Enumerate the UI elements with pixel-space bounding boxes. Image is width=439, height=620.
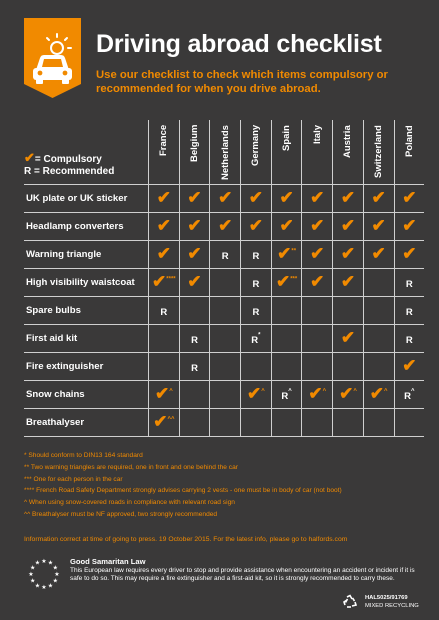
- compulsory-tick-icon: ✔: [310, 188, 325, 207]
- status-cell: [241, 241, 272, 269]
- country-austria: Austria: [333, 120, 364, 185]
- status-cell: [271, 325, 302, 353]
- compulsory-tick-icon: ✔: [187, 244, 202, 263]
- checklist-body: [24, 185, 424, 437]
- country-belgium: Belgium: [179, 120, 210, 185]
- footnote-marker: ^: [353, 388, 357, 395]
- compulsory-tick-icon: ✔: [340, 216, 356, 235]
- recommended-mark: R: [252, 306, 260, 318]
- status-cell: [271, 213, 302, 241]
- status-cell: [210, 381, 241, 409]
- compulsory-tick-icon: ✔: [152, 272, 167, 291]
- checklist-row: [24, 381, 424, 409]
- status-cell: [179, 269, 210, 297]
- legend: [24, 152, 114, 178]
- compulsory-tick-icon: ✔: [156, 244, 171, 263]
- footnote-marker: ^^: [167, 416, 175, 423]
- status-cell: [363, 241, 394, 269]
- recycle-icon: [342, 594, 358, 610]
- status-cell: [333, 269, 364, 297]
- footnotes: [24, 450, 342, 521]
- country-poland: Poland: [394, 120, 424, 185]
- status-cell: [271, 297, 302, 325]
- eu-star: ★: [47, 582, 54, 590]
- status-cell: [333, 409, 364, 437]
- compulsory-tick-icon: ✔: [275, 272, 291, 291]
- status-cell: [179, 353, 210, 381]
- country-germany: Germany: [241, 120, 272, 185]
- status-cell: [271, 353, 302, 381]
- status-cell: [363, 185, 394, 213]
- recommended-mark: R: [191, 334, 198, 346]
- eu-star: ★: [34, 559, 41, 567]
- status-cell: [241, 409, 272, 437]
- status-cell: [363, 381, 394, 409]
- footnote-marker: ^: [261, 388, 265, 395]
- country-france: France: [149, 120, 180, 185]
- eu-star: ★: [47, 559, 54, 567]
- footnote-marker: *: [258, 332, 261, 339]
- status-cell: [271, 381, 302, 409]
- recommended-mark: R: [251, 334, 259, 346]
- status-cell: [210, 213, 241, 241]
- status-cell: [241, 353, 272, 381]
- eu-star: ★: [30, 564, 36, 572]
- compulsory-tick-icon: ✔: [402, 356, 417, 375]
- checklist-row: [24, 185, 424, 213]
- eu-star: ★: [30, 577, 36, 585]
- compulsory-tick-icon: ✔: [340, 328, 356, 347]
- eu-star: ★: [54, 571, 60, 578]
- compulsory-tick-icon: ✔: [156, 216, 171, 235]
- item-label: High visibility waistcoat: [24, 269, 149, 297]
- status-cell: [149, 297, 180, 325]
- recommended-mark: R: [252, 278, 260, 290]
- status-cell: [394, 213, 424, 241]
- status-cell: [363, 213, 394, 241]
- page-subtitle: Use our checklist to check which items compulsory or recommended for when you drive abroad.: [96, 69, 388, 95]
- status-cell: [302, 353, 333, 381]
- status-cell: [210, 409, 241, 437]
- status-cell: [394, 269, 424, 297]
- compulsory-tick-icon: ✔: [371, 244, 386, 263]
- compulsory-tick-icon: ✔: [277, 244, 292, 263]
- compulsory-tick-icon: ✔: [340, 188, 356, 207]
- print-reference: [365, 594, 419, 610]
- good-samaritan-text: This European law requires every driver to stop and provide assistance when encountering an accident or incident if it is safe to do so. This may require a fire extinguisher and a first-aid kit, so it is strongly recommended to carry these.: [70, 567, 415, 583]
- status-cell: [241, 325, 272, 353]
- compulsory-tick-icon: ✔: [310, 272, 325, 291]
- item-label: UK plate or UK sticker: [24, 185, 149, 213]
- status-cell: [271, 185, 302, 213]
- country-netherlands: Netherlands: [210, 120, 241, 185]
- compulsory-tick-icon: ✔: [402, 188, 417, 207]
- legend-compulsory: ✔= Compulsory: [24, 150, 102, 165]
- checklist-row: [24, 325, 424, 353]
- compulsory-tick-icon: ✔: [248, 188, 264, 207]
- status-cell: [333, 297, 364, 325]
- compulsory-tick-icon: ✔: [369, 384, 385, 403]
- item-label: Warning triangle: [24, 241, 149, 269]
- status-cell: [394, 325, 424, 353]
- checklist-row: [24, 297, 424, 325]
- status-cell: [394, 241, 424, 269]
- status-cell: [394, 297, 424, 325]
- compulsory-tick-icon: ✔: [154, 384, 170, 403]
- status-cell: [149, 241, 180, 269]
- recommended-mark: R: [405, 334, 413, 346]
- status-cell: [179, 241, 210, 269]
- compulsory-tick-icon: ✔: [187, 188, 202, 207]
- compulsory-tick-icon: ✔: [371, 188, 386, 207]
- compulsory-tick-icon: ✔: [339, 384, 354, 403]
- status-cell: [302, 241, 333, 269]
- footnote-marker: ^: [411, 388, 415, 395]
- item-label: Headlamp converters: [24, 213, 149, 241]
- status-cell: [333, 185, 364, 213]
- item-label: Snow chains: [24, 381, 149, 409]
- status-cell: [333, 381, 364, 409]
- footnote-marker: ^: [288, 388, 292, 395]
- status-cell: [302, 409, 333, 437]
- status-cell: [363, 353, 394, 381]
- status-cell: [149, 381, 180, 409]
- compulsory-tick-icon: ✔: [247, 384, 262, 403]
- checklist-row: [24, 269, 424, 297]
- eu-star: ★: [34, 582, 41, 590]
- status-cell: [333, 353, 364, 381]
- eu-stars-icon: [26, 556, 62, 592]
- car-sun-icon: [24, 18, 81, 98]
- status-cell: [179, 297, 210, 325]
- footnote-marker: ^: [322, 388, 327, 395]
- footnote-marker: ***: [290, 276, 298, 283]
- status-cell: [210, 353, 241, 381]
- status-cell: [302, 213, 333, 241]
- footnote-marker: ****: [166, 276, 176, 283]
- country-spain: Spain: [271, 120, 302, 185]
- status-cell: [149, 185, 180, 213]
- recommended-mark: R: [405, 306, 413, 318]
- status-cell: [271, 269, 302, 297]
- status-cell: [302, 185, 333, 213]
- status-cell: [241, 381, 272, 409]
- status-cell: [271, 409, 302, 437]
- status-cell: [363, 297, 394, 325]
- compulsory-tick-icon: ✔: [402, 216, 417, 235]
- compulsory-tick-icon: ✔: [218, 216, 233, 235]
- footnote: ** Two warning triangles are required, one in front and one behind the car: [24, 463, 238, 471]
- status-cell: [394, 185, 424, 213]
- status-cell: [394, 409, 424, 437]
- status-cell: [149, 213, 180, 241]
- compulsory-tick-icon: ✔: [248, 216, 264, 235]
- footnote: ^^ Breathalyser must be NF approved, two strongly recommended: [24, 510, 218, 518]
- status-cell: [394, 353, 424, 381]
- footnote: **** French Road Safety Department strongly advises carrying 2 vests - one must be in body of car (not boot): [24, 487, 342, 495]
- page-title: Driving abroad checklist: [96, 30, 382, 58]
- status-cell: [241, 185, 272, 213]
- info-line: Information correct at time of going to press. 19 October 2015. For the latest info, please go to halfords.com: [24, 536, 348, 543]
- compulsory-tick-icon: ✔: [187, 272, 202, 291]
- compulsory-tick-icon: ✔: [371, 216, 386, 235]
- compulsory-tick-icon: ✔: [187, 216, 202, 235]
- footnote-marker: **: [291, 248, 297, 255]
- eu-star: ★: [28, 571, 34, 578]
- status-cell: [333, 325, 364, 353]
- item-label: First aid kit: [24, 325, 149, 353]
- compulsory-tick-icon: ✔: [153, 412, 168, 431]
- compulsory-tick-icon: ✔: [310, 216, 325, 235]
- item-label: Spare bulbs: [24, 297, 149, 325]
- footnote: ^ When using snow-covered roads in compliance with relevant road sign: [24, 499, 235, 507]
- compulsory-tick-icon: ✔: [340, 244, 356, 263]
- recommended-mark: R: [281, 390, 289, 402]
- recommended-mark: R: [221, 250, 229, 262]
- recommended-mark: R: [404, 390, 412, 402]
- status-cell: [149, 409, 180, 437]
- recommended-mark: R: [405, 278, 413, 290]
- footnote-marker: ^: [169, 388, 173, 395]
- eu-star: ★: [52, 564, 58, 572]
- checklist-row: [24, 409, 424, 437]
- eu-star: ★: [41, 584, 47, 591]
- checklist-row: [24, 241, 424, 269]
- status-cell: [210, 325, 241, 353]
- status-cell: [302, 325, 333, 353]
- eu-star: ★: [52, 577, 58, 585]
- legend-recommended: R = Recommended: [24, 166, 115, 177]
- status-cell: [179, 409, 210, 437]
- status-cell: [363, 409, 394, 437]
- status-cell: [210, 297, 241, 325]
- eu-star: ★: [41, 558, 47, 565]
- compulsory-tick-icon: ✔: [279, 188, 294, 207]
- good-samaritan-title: Good Samaritan Law: [70, 557, 146, 566]
- status-cell: [149, 269, 180, 297]
- status-cell: [210, 269, 241, 297]
- status-cell: [241, 297, 272, 325]
- footnote: * Should conform to DIN13 164 standard: [24, 452, 143, 459]
- status-cell: [333, 213, 364, 241]
- status-cell: [179, 325, 210, 353]
- compulsory-tick-icon: ✔: [402, 244, 417, 263]
- mixed-recycling-label: MIXED RECYCLING: [365, 603, 419, 609]
- compulsory-tick-icon: ✔: [279, 216, 294, 235]
- status-cell: [333, 241, 364, 269]
- status-cell: [179, 381, 210, 409]
- compulsory-tick-icon: ✔: [310, 244, 325, 263]
- status-cell: [149, 353, 180, 381]
- checklist-row: [24, 353, 424, 381]
- recommended-mark: R: [160, 306, 168, 318]
- checklist-row: [24, 213, 424, 241]
- status-cell: [271, 241, 302, 269]
- recommended-mark: R: [191, 362, 198, 374]
- status-cell: [149, 325, 180, 353]
- footnote-marker: ^: [384, 388, 388, 395]
- status-cell: [210, 241, 241, 269]
- item-label: Fire extinguisher: [24, 353, 149, 381]
- status-cell: [363, 325, 394, 353]
- status-cell: [302, 381, 333, 409]
- status-cell: [241, 269, 272, 297]
- compulsory-tick-icon: ✔: [308, 384, 323, 403]
- recommended-mark: R: [252, 250, 260, 262]
- status-cell: [179, 185, 210, 213]
- status-cell: [394, 381, 424, 409]
- country-switzerland: Switzerland: [363, 120, 394, 185]
- status-cell: [179, 213, 210, 241]
- status-cell: [210, 185, 241, 213]
- status-cell: [363, 269, 394, 297]
- tick-icon: ✔: [24, 150, 35, 165]
- compulsory-tick-icon: ✔: [340, 272, 356, 291]
- status-cell: [302, 297, 333, 325]
- country-italy: Italy: [302, 120, 333, 185]
- reference-code: HAL5025/91769: [365, 595, 408, 601]
- footnote: *** One for each person in the car: [24, 475, 123, 483]
- status-cell: [302, 269, 333, 297]
- compulsory-tick-icon: ✔: [218, 188, 233, 207]
- compulsory-tick-icon: ✔: [156, 188, 171, 207]
- item-label: Breathalyser: [24, 409, 149, 437]
- status-cell: [241, 213, 272, 241]
